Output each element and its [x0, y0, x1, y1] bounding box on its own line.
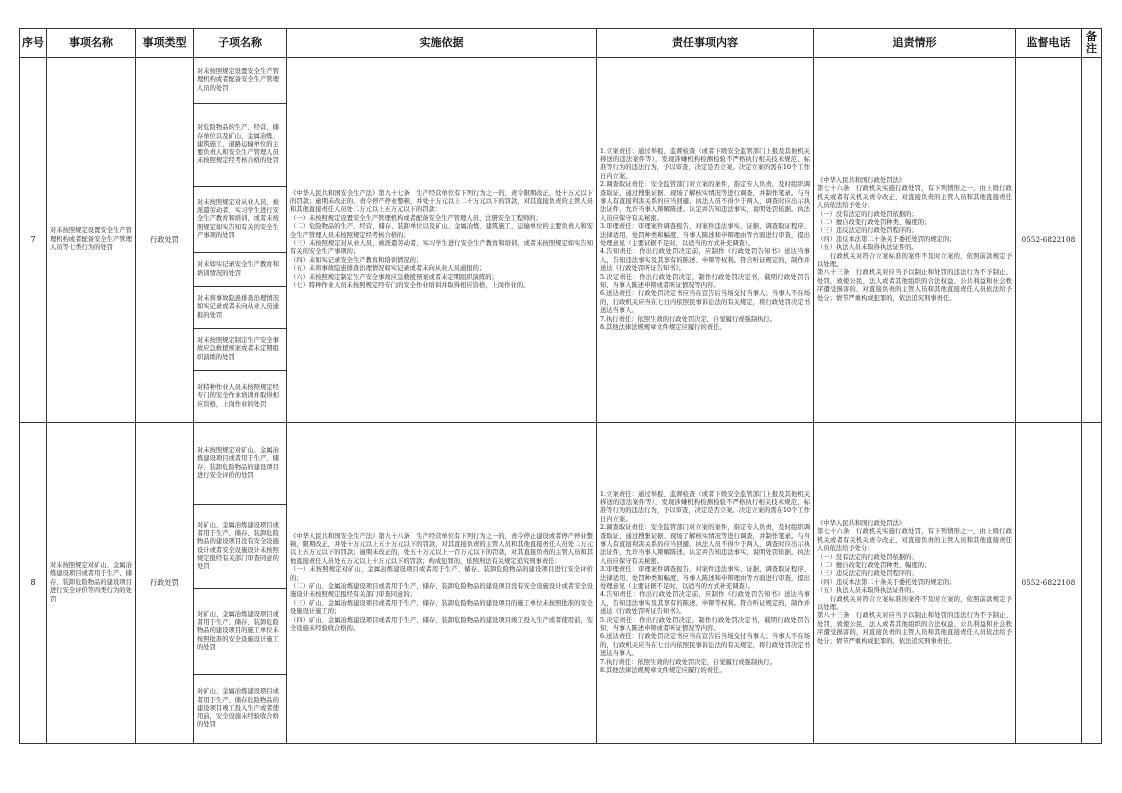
table-row — [20, 423, 1102, 744]
sub-item: 对矿山、金属冶炼建设项目或者用于生产、储存危险物品的建设项目竣工投入生产或者使用前，安全设施未经验收合格的处罚 — [197, 688, 279, 729]
accountability-cases: 《中华人民共和国行政处罚法》 第七十六条 行政机关实施行政处罚，有下列情形之一，由上级行政机关或者有关机关责令改正，对直接负责的主管人员和其他直接责任人员依法给予处分： （一）没有法定的行政处罚依据的； （二）擅自改变行政处罚种类、幅度的； （三）违反法定的行政处罚程序的； （四）违反本法第二十条关于委托处罚的规定的； （五）执法人员未取得执法证件的。 行政机关对符合立案标准的案件不及时立案的，依照前款规定予以处理。 第八十三条 行政机关对应当予以制止和处罚的违法行为不予制止、处罚，致使公民、法人或者其他组织的合法权益、公共利益和社会秩序遭受损害的，对直接负责的主管人员和其他直接责任人员依法给予处分；情节严重构成犯罪的，依法追究刑事责任。 — [814, 58, 1016, 423]
sub-item: 对特种作业人员未按照规定经专门的安全作业培训并取得相应资格，上岗作业的处罚 — [197, 384, 279, 408]
sub-item: 对未将事故隐患排查治理情况如实记录或者未向从业人员通报的处罚 — [194, 287, 286, 329]
sub-item: 对未如实记录安全生产教育和培训情况的处罚 — [194, 253, 286, 287]
row-number: 7 — [20, 58, 47, 423]
sub-item: 对未按照规定设置安全生产管理机构或者配备安全生产管理人员的处罚 — [194, 58, 286, 104]
responsibility-content: 1.立案责任：通过举报、监督检查（或者下级安全监管部门上报及其他机关移送的违法案件等），发现涉嫌机构检测检验不严格执行相关技术规范、标准等行为的违法行为，予以审查，决定是否立案。决定立案的需在10个工作日内立案。 2.调查取证责任：安全监管部门对立案的案件，指定专人负责，及时组织调查取证，通过搜集证据、现场了解核实情况等进行调查，并制作笔录。与当事人有直接利害关系的应当回避。执法人员不得少于两人，调查时应出示执法证件，允许当事人辩解陈述。认定并告知违法事实，说明处罚依据。执法人员应保守有关秘密。 3.审理责任：审理案件调查报告，对案件违法事实、证据、调查取证程序、法律适用、处罚种类和幅度、当事人陈述和申辩理由等方面进行审查，提出处理意见（主要证据不足时，以适当的方式补充调查）。 4.告知责任：作出行政处罚决定前，应制作《行政处罚告知书》送达当事人，告知违法事实及其享有的陈述、申辩等权利。符合听证规定的，制作并送达《行政处罚听证告知书》。 5.决定责任：作出行政处罚决定，制作行政处罚决定书，载明行政处罚告知、当事人陈述申辩或者听证情况等内容。 6.送达责任：行政处罚决定书应当在宣告后当场交付当事人；当事人不在场的，行政机关应当在七日内依照民事诉讼法的有关规定，将行政处罚决定书送达当事人。 7.执行责任：依照生效的行政处罚决定，自觉履行或强制执行。 8.其他法律法规规章文件规定应履行的责任。 — [597, 423, 814, 744]
remark-cell — [1082, 423, 1102, 744]
header-row — [20, 29, 1102, 58]
header-basis: 实施依据 — [287, 29, 597, 58]
header-accountability: 追责情形 — [814, 29, 1016, 58]
sub-item: 对矿山、金属冶炼建设项目或者用于生产、储存、装卸危险物品的建设项目的施工单位未按照批准的安全设施设计施工的处罚 — [194, 589, 286, 675]
item-name: 对未按照规定对矿山、金属冶炼建设项目或者用于生产、储存、装卸危险物品的建设项目进行安全评价等四类行为的处罚 — [47, 423, 136, 744]
header-no: 序号 — [20, 29, 47, 58]
item-name: 对未按照规定设置安全生产管理机构或者配备安全生产管理人员等七类行为的处罚 — [47, 58, 136, 423]
responsibility-content: 1.立案责任：通过举报、监督检查（或者下级安全监管部门上报及其他机关移送的违法案件等），发现涉嫌机构检测检验不严格执行相关技术规范、标准等行为的违法行为，予以审查，决定是否立案。决定立案的需在10个工作日内立案。 2.调查取证责任：安全监管部门对立案的案件，指定专人负责，及时组织调查取证，通过搜集证据、现场了解核实情况等进行调查，并制作笔录。与当事人有直接利害关系的应当回避。执法人员不得少于两人，调查时应出示执法证件，允许当事人辩解陈述。认定并告知违法事实，说明处罚依据。执法人员应保守有关秘密。 3.审理责任：审理案件调查报告，对案件违法事实、证据、调查取证程序、法律适用、处罚种类和幅度、当事人陈述和申辩理由等方面进行审查，提出处理意见（主要证据不足时，以适当的方式补充调查）。 4.告知责任：作出行政处罚决定前，应制作《行政处罚告知书》送达当事人，告知违法事实及其享有的陈述、申辩等权利。符合听证规定的，制作并送达《行政处罚听证告知书》。 5.决定责任：作出行政处罚决定，制作行政处罚决定书，载明行政处罚告知、当事人陈述申辩或者听证情况等内容。 6.送达责任：行政处罚决定书应当在宣告后当场交付当事人；当事人不在场的，行政机关应当在七日内依照民事诉讼法的有关规定，将行政处罚决定书送达当事人。 7.执行责任：依照生效的行政处罚决定，自觉履行或强制执行。 8.其他法律法规规章文件规定应履行的责任。 — [597, 58, 814, 423]
item-type: 行政处罚 — [136, 423, 194, 744]
sub-items — [194, 423, 287, 744]
header-phone: 监督电话 — [1016, 29, 1082, 58]
item-type: 行政处罚 — [136, 58, 194, 423]
sub-item: 对未按照规定对矿山、金属冶炼建设项目或者用于生产、储存、装卸危险物品的建设项目进行安全评价的处罚 — [194, 423, 286, 505]
legal-basis: 《中华人民共和国安全生产法》第九十八条 生产经营单位有下列行为之一的，责令停止建设或者停产停业整顿，限期改正，并处十万元以上五十万元以下的罚款，对其直接负责的主管人员和其他直接责任人员处二万元以上五万元以下的罚款；逾期未改正的，处五十万元以上一百万元以下的罚款，对其直接负责的主管人员和其他直接责任人员处五万元以上十万元以下的罚款；构成犯罪的，依照刑法有关规定追究刑事责任： （一）未按照规定对矿山、金属冶炼建设项目或者用于生产、储存、装卸危险物品的建设项目进行安全评价的； （二）矿山、金属冶炼建设项目或者用于生产、储存、装卸危险物品的建设项目没有安全设施设计或者安全设施设计未按照规定报经有关部门审查同意的； （三）矿山、金属冶炼建设项目或者用于生产、储存、装卸危险物品的建设项目的施工单位未按照批准的安全设施设计施工的； （四）矿山、金属冶炼建设项目或者用于生产、储存、装卸危险物品的建设项目竣工投入生产或者使用前，安全设施未经验收合格的。 — [287, 423, 597, 744]
supervision-phone: 0552-6822108 — [1016, 423, 1082, 744]
sub-item: 对矿山、金属冶炼建设项目或者用于生产、储存、装卸危险物品的建设项目没有安全设施设计或者安全设施设计未按照规定报经有关部门审查同意的处罚 — [194, 505, 286, 589]
supervision-phone: 0552-6822108 — [1016, 58, 1082, 423]
header-sub-name: 子项名称 — [194, 29, 287, 58]
row-number: 8 — [20, 423, 47, 744]
remark-cell — [1082, 58, 1102, 423]
sub-item: 对危险物品的生产、经营、储存单位以及矿山、金属冶炼、建筑施工、道路运输单位的主要负责人和安全生产管理人员未按照规定经考核合格的处罚 — [194, 104, 286, 187]
sub-items — [194, 58, 287, 423]
header-responsibility: 责任事项内容 — [597, 29, 814, 58]
header-item-name: 事项名称 — [47, 29, 136, 58]
sub-item: 对未按照规定对从业人员、被派遣劳动者、实习学生进行安全生产教育和培训，或者未按照规定如实告知有关的安全生产事项的处罚 — [194, 187, 286, 253]
legal-basis: 《中华人民共和国安全生产法》第九十七条 生产经营单位有下列行为之一的，责令限期改正，处十万元以下的罚款；逾期未改正的，责令停产停业整顿，并处十万元以上二十万元以下的罚款，对其直接负责的主管人员和其他直接责任人员处二万元以上五万元以下的罚款： （一）未按照规定设置安全生产管理机构或者配备安全生产管理人员、注册安全工程师的； （二）危险物品的生产、经营、储存、装卸单位以及矿山、金属冶炼、建筑施工、运输单位的主要负责人和安全生产管理人员未按照规定经考核合格的； （三）未按照规定对从业人员、被派遣劳动者、实习学生进行安全生产教育和培训，或者未按照规定如实告知有关的安全生产事项的； （四）未如实记录安全生产教育和培训情况的； （五）未将事故隐患排查治理情况如实记录或者未向从业人员通报的； （六）未按照规定制定生产安全事故应急救援预案或者未定期组织演练的； （七）特种作业人员未按照规定经专门的安全作业培训并取得相应资格，上岗作业的。 — [287, 58, 597, 423]
header-item-type: 事项类型 — [136, 29, 194, 58]
table-row — [20, 58, 1102, 423]
accountability-cases: 《中华人民共和国行政处罚法》 第七十六条 行政机关实施行政处罚，有下列情形之一，由上级行政机关或者有关机关责令改正，对直接负责的主管人员和其他直接责任人员依法给予处分： （一）没有法定的行政处罚依据的； （二）擅自改变行政处罚种类、幅度的； （三）违反法定的行政处罚程序的； （四）违反本法第二十条关于委托处罚的规定的； （五）执法人员未取得执法证件的。 行政机关对符合立案标准的案件不及时立案的，依照前款规定予以处理。 第八十三条 行政机关对应当予以制止和处罚的违法行为不予制止、处罚，致使公民、法人或者其他组织的合法权益、公共利益和社会秩序遭受损害的，对直接负责的主管人员和其他直接责任人员依法给予处分；情节严重构成犯罪的，依法追究刑事责任。 — [814, 423, 1016, 744]
header-remark: 备注 — [1082, 29, 1102, 58]
responsibility-table — [19, 28, 1102, 744]
sub-item: 对未按照规定制定生产安全事故应急救援预案或者未定期组织演练的处罚 — [194, 329, 286, 371]
